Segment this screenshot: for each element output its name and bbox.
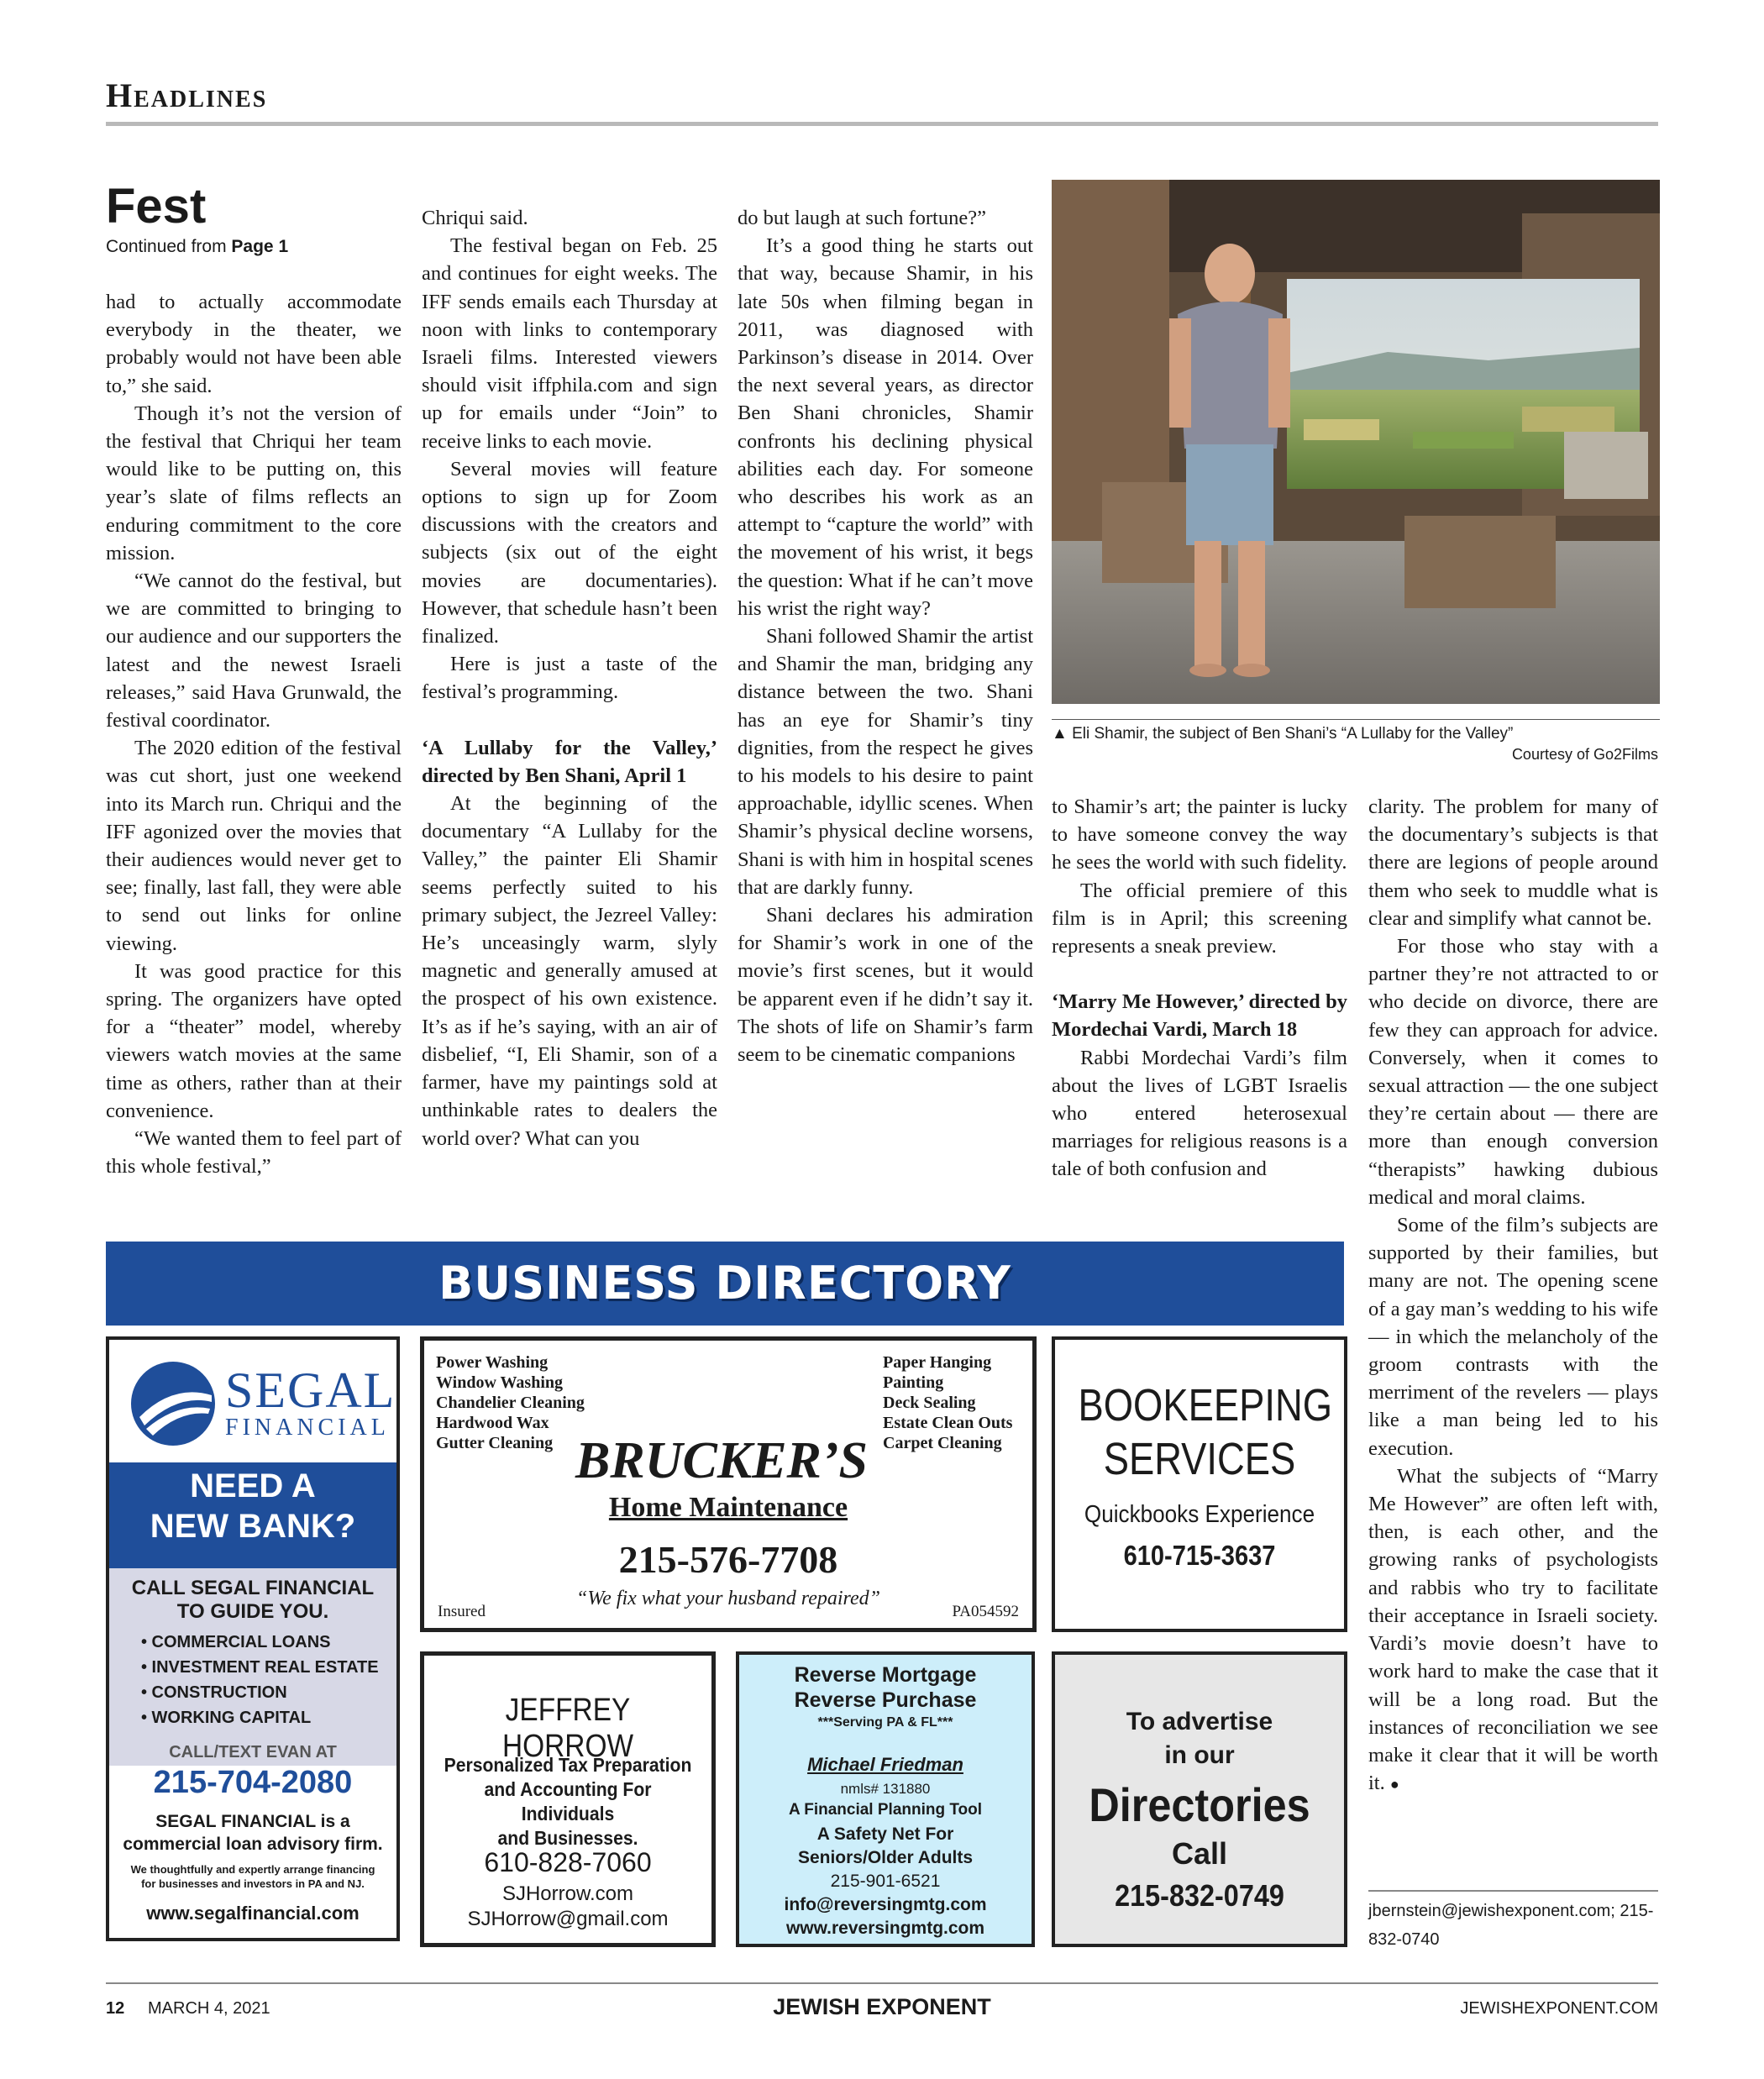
reverse-serving: ***Serving PA & FL*** xyxy=(817,1715,953,1730)
continued-line xyxy=(106,237,288,257)
segal-headline-line1: NEED A xyxy=(190,1467,316,1504)
segal-firm-line1: SEGAL FINANCIAL is a xyxy=(155,1812,350,1831)
directory-title: BUSINESS DIRECTORY xyxy=(438,1257,1011,1310)
author-contact[interactable]: jbernstein@jewishexponent.com; 215-832-0740 xyxy=(1368,1902,1654,1949)
reverse-website[interactable]: www.reversingmtg.com xyxy=(785,1919,985,1938)
horrow-desc-line1: Personalized Tax Preparation xyxy=(444,1754,692,1776)
service-item: Estate Clean Outs xyxy=(883,1414,1013,1432)
bookkeeping-phone[interactable]: 610-715-3637 xyxy=(1123,1540,1276,1571)
segal-headline xyxy=(109,1466,396,1546)
segal-call-text xyxy=(109,1577,396,1624)
advertise-phone[interactable]: 215-832-0749 xyxy=(1115,1878,1284,1913)
bruckers-ad[interactable] xyxy=(420,1336,1037,1632)
footer-rule xyxy=(106,1982,1658,1984)
bruckers-phone[interactable]: 215-576-7708 xyxy=(618,1538,838,1581)
page-number: 12 xyxy=(106,1999,125,2018)
horrow-website[interactable]: SJHorrow.com xyxy=(501,1882,634,1905)
advertise-line2: in our xyxy=(1164,1741,1235,1769)
bookkeeping-title xyxy=(1078,1378,1333,1486)
advertise-intro xyxy=(1055,1705,1344,1772)
segal-services-list xyxy=(141,1630,379,1730)
bookkeeping-title-line2: SERVICES xyxy=(1103,1434,1296,1484)
segal-service-item: • COMMERCIAL LOANS xyxy=(141,1633,331,1651)
horrow-name: JEFFREY HORROW xyxy=(501,1693,634,1764)
end-mark-icon: ● xyxy=(1389,1776,1399,1793)
paragraph: Rabbi Mordechai Vardi’s film about the lives of LGBT Israelis who entered heterosexual marriages for religious reasons is a tale of both confusion and xyxy=(1052,1046,1347,1181)
segal-name: SEGAL xyxy=(225,1362,396,1418)
segal-firm-text xyxy=(109,1810,396,1856)
paragraph: It was good practice for this spring. The organizers have opted for a “theater” model, whereby viewers watch movies at the same time as others, rather than at their convenience. xyxy=(106,959,402,1122)
horrow-description xyxy=(436,1753,701,1851)
article-photo xyxy=(1052,180,1660,704)
segal-headline-line2: NEW BANK? xyxy=(150,1508,356,1545)
bruckers-subtitle: Home Maintenance xyxy=(608,1492,848,1523)
contact-rule xyxy=(1368,1890,1658,1892)
segal-service-item: • WORKING CAPITAL xyxy=(141,1709,312,1727)
segal-fine-line1: We thoughtfully and expertly arrange financing xyxy=(130,1863,375,1876)
paragraph: Here is just a taste of the festival’s programming. xyxy=(422,653,717,704)
bruckers-services-left xyxy=(436,1352,585,1453)
service-item: Hardwood Wax xyxy=(436,1414,549,1432)
service-item: Paper Hanging xyxy=(883,1353,992,1372)
story-column-4 xyxy=(1052,793,1347,1184)
section-label: Headlines xyxy=(106,76,268,114)
reverse-agent-name: Michael Friedman xyxy=(807,1754,963,1775)
paragraph: Shani declares his admiration for Shamir’s work in one of the movie’s first scenes, but it would be apparent even if he didn’t say it. The shots of life on Shamir’s farm seem to be cinematic companions xyxy=(738,904,1033,1067)
advertise-line1: To advertise xyxy=(1126,1708,1273,1735)
segal-firm-line2: commercial loan advisory firm. xyxy=(123,1835,383,1854)
publication-website[interactable]: JEWISHEXPONENT.COM xyxy=(1460,1999,1658,2018)
paragraph: Several movies will feature options to sign up for Zoom discussions with the creators and subjects (six out of the eight movies are documentaries). However, that schedule hasn’t been finalized. xyxy=(422,457,717,648)
bookkeeping-subtitle: Quickbooks Experience xyxy=(1084,1501,1315,1528)
continued-page-link[interactable]: Page 1 xyxy=(231,237,289,256)
segal-fine-line2: for businesses and investors in PA and NJ. xyxy=(141,1877,365,1890)
segal-subname: FINANCIAL xyxy=(225,1415,390,1441)
story-column-5 xyxy=(1368,793,1658,1798)
segal-financial-ad[interactable] xyxy=(106,1336,400,1941)
segal-logo-icon xyxy=(128,1358,218,1449)
paragraph: The 2020 edition of the festival was cut short, just one weekend into its March run. Chriqui and the IFF agonized over the movies that their audiences would never get to see; finally, last fall, they were able to send out links for online viewing. xyxy=(106,737,402,955)
service-item: Carpet Cleaning xyxy=(883,1434,1002,1452)
segal-phone[interactable]: 215-704-2080 xyxy=(153,1765,353,1800)
paragraph: Some of the film’s subjects are supported by their families, but many are not. The opening scene of a gay man’s wedding to his wife — in which the melancholy of the groom contrasts with the merriment of the revelers — plays like a man being led to his execution. xyxy=(1368,1214,1658,1460)
reverse-phone[interactable]: 215-901-6521 xyxy=(830,1872,941,1891)
service-item: Chandelier Cleaning xyxy=(436,1394,585,1412)
film-subhead: ‘A Lullaby for the Valley,’ directed by Ben Shani, April 1 xyxy=(422,736,717,787)
story-column-1 xyxy=(106,288,402,1181)
paragraph: For those who stay with a partner they’re not attracted to or who decide on divorce, there are few they can approach for advice. Conversely, when it comes to sexual attraction — the one subject they’re certain about — there are more than enough conversion “therapists” hawking dubious medical and moral claims. xyxy=(1368,935,1658,1209)
header-rule xyxy=(106,122,1658,126)
bookkeeping-title-line1: BOOKEEPING xyxy=(1078,1380,1333,1431)
segal-fine-print xyxy=(109,1862,396,1891)
paragraph: “We wanted them to feel part of this whole festival,” xyxy=(106,1127,402,1179)
reverse-mortgage-ad[interactable] xyxy=(736,1651,1035,1947)
bruckers-name: BRUCKER’S xyxy=(575,1432,869,1489)
publication-name: JEWISH EXPONENT xyxy=(773,1994,991,2019)
horrow-phone[interactable]: 610-828-7060 xyxy=(484,1847,652,1877)
paragraph: Shani followed Shamir the artist and Shamir the man, bridging any distance between the two. Shani has an eye for Shamir’s tiny dignities, from the respect he gives to his models to his desire to paint approachable, idyllic scenes. When Shamir’s physical decline worsens, Shani is with him in hospital scenes that are darkly funny. xyxy=(738,625,1033,899)
service-item: Deck Sealing xyxy=(883,1394,976,1412)
paragraph: At the beginning of the documentary “A Lullaby for the Valley,” the painter Eli Shamir seems perfectly suited to his primary subject, the Jezreel Valley: He’s unceasingly warm, slyly magnetic and generally amused at the prospect of his own existence. It’s as if he’s saying, with an air of disbelief, “I, Eli Shamir, son of a farmer, have my paintings sold at unthinkable rates to dealers the world over? What can you xyxy=(422,792,717,1150)
paragraph: The festival began on Feb. 25 and continues for eight weeks. The IFF sends emails each Thursday at noon with links to contemporary Israeli films. Interested viewers should visit iffphila.com and sign up for emails under “Join” to receive links to each movie. xyxy=(422,234,717,453)
paragraph: Though it’s not the version of the festival that Chriqui her team would like to be putting on, this year’s slate of films reflects an enduring commitment to the core mission. xyxy=(106,402,402,564)
bookkeeping-ad[interactable] xyxy=(1052,1336,1347,1632)
segal-call-line1: CALL SEGAL FINANCIAL xyxy=(131,1577,375,1599)
paragraph xyxy=(1368,1462,1658,1798)
reverse-title-2: Reverse Purchase xyxy=(794,1688,977,1712)
paragraph: Chriqui said. xyxy=(422,207,528,229)
paragraph: clarity. The problem for many of the documentary’s subjects is that there are legions of people around them who seek to muddle what is clear and simplify what cannot be. xyxy=(1368,795,1658,930)
reverse-nmls: nmls# 131880 xyxy=(840,1781,931,1797)
caption-text: Eli Shamir, the subject of Ben Shani’s “A Lullaby for the Valley” xyxy=(1072,725,1514,743)
paragraph: had to actually accommodate everybody in the theater, we probably would not have been able to,” she said. xyxy=(106,291,402,397)
paragraph: The official premiere of this film is in April; this screening represents a sneak preview. xyxy=(1052,879,1347,958)
segal-evan-label: CALL/TEXT EVAN AT xyxy=(169,1743,337,1761)
segal-service-item: • INVESTMENT REAL ESTATE xyxy=(141,1658,379,1677)
story-column-3 xyxy=(738,204,1033,1068)
story-column-2 xyxy=(422,204,717,1152)
advertise-ad[interactable] xyxy=(1052,1651,1347,1947)
story-title: Fest xyxy=(106,179,207,234)
service-item: Power Washing xyxy=(436,1353,549,1372)
segal-call-line2: TO GUIDE YOU. xyxy=(176,1600,329,1623)
service-item: Gutter Cleaning xyxy=(436,1434,554,1452)
paragraph: to Shamir’s art; the painter is lucky to have someone convey the way he sees the world with such fidelity. xyxy=(1052,795,1347,874)
paragraph: It’s a good thing he starts out that way, because Shamir, in his late 50s when filming began in 2011, was diagnosed with Parkinson’s disease in 2014. Over the next several years, as director Ben Shani chronicles, Shamir confronts his declining physical abilities each day. For someone who describes his work as an attempt to “capture the world” with the movement of his wrist, it begs the question: What if he can’t move his wrist the right way? xyxy=(738,234,1033,620)
bruckers-insured: Insured xyxy=(438,1603,486,1620)
reverse-tagline: A Financial Planning Tool xyxy=(788,1801,983,1819)
reverse-safety: A Safety Net For xyxy=(816,1824,954,1844)
paragraph-text: What the subjects of “Marry Me However” are often left with, then, is each other, and the growing ranks of psychologists and rabbis who try to facilitate their acceptance in Israeli society. Vardi’s movie doesn’t have to work hard to make the case that it will be a long road. But the instances of reconciliation we see make it clear that it will be worth it. xyxy=(1368,1464,1658,1795)
paragraph: “We cannot do the festival, but we are committed to bringing to our audience and our supporters the latest and the newest Israeli releases,” said Hava Grunwald, the festival coordinator. xyxy=(106,570,402,732)
service-item: Painting xyxy=(883,1373,944,1392)
service-item: Window Washing xyxy=(436,1373,564,1392)
continued-prefix: Continued from xyxy=(106,237,232,256)
horrow-desc-line3: and Businesses. xyxy=(497,1827,638,1849)
caption-triangle-icon: ▲ xyxy=(1052,725,1068,743)
photo-credit: Courtesy of Go2Films xyxy=(1511,746,1658,763)
advertise-directories: Directories xyxy=(1089,1778,1310,1831)
reverse-email[interactable]: info@reversingmtg.com xyxy=(784,1895,987,1914)
horrow-email[interactable]: SJHorrow@gmail.com xyxy=(467,1908,669,1930)
paragraph: do but laugh at such fortune?” xyxy=(738,207,986,229)
segal-service-item: • CONSTRUCTION xyxy=(141,1683,287,1702)
issue-date: MARCH 4, 2021 xyxy=(148,1999,270,2018)
bruckers-services-right xyxy=(883,1352,1012,1453)
segal-website[interactable]: www.segalfinancial.com xyxy=(146,1903,360,1924)
bruckers-license: PA054592 xyxy=(952,1603,1019,1620)
photo-caption xyxy=(1052,719,1660,743)
horrow-ad[interactable] xyxy=(420,1651,716,1947)
reverse-title-1: Reverse Mortgage xyxy=(794,1663,977,1687)
advertise-call: Call xyxy=(1171,1836,1228,1871)
reverse-seniors: Seniors/Older Adults xyxy=(797,1848,974,1867)
film-subhead: ‘Marry Me However,’ directed by Mordechai Vardi, March 18 xyxy=(1052,990,1347,1042)
bruckers-slogan: “We fix what your husband repaired” xyxy=(575,1588,880,1609)
horrow-desc-line2: and Accounting For Individuals xyxy=(484,1778,652,1824)
